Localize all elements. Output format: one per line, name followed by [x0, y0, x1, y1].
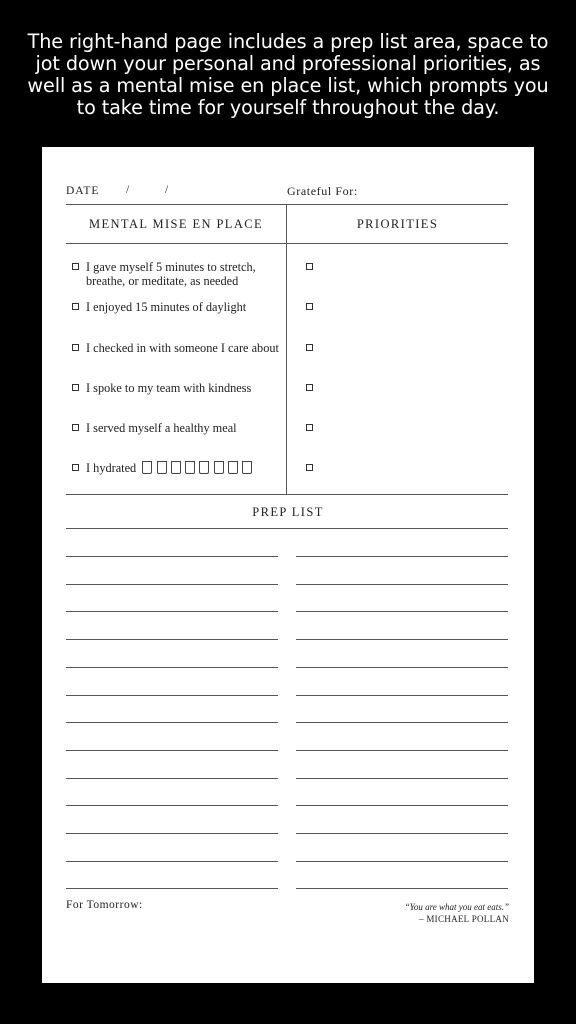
prep-line-right[interactable] — [296, 861, 508, 862]
mise-en-place-heading: MENTAL MISE EN PLACE — [88, 217, 264, 231]
mise-item-label: I gave myself 5 minutes to stretch, breathe, or meditate, as needed — [86, 260, 256, 288]
prep-line-left[interactable] — [66, 833, 278, 834]
mise-item-label: I enjoyed 15 minutes of daylight — [86, 300, 247, 314]
hydration-row — [86, 461, 286, 475]
checkbox[interactable] — [72, 384, 79, 391]
water-cup-icon[interactable] — [214, 461, 224, 474]
water-cup-icon[interactable] — [185, 461, 195, 474]
prep-line-right[interactable] — [296, 639, 508, 640]
mise-item-label: I hydrated — [86, 461, 137, 475]
prep-line-left[interactable] — [66, 611, 278, 612]
grateful-label: Grateful For: — [287, 184, 358, 198]
date-separator: / — [165, 184, 169, 196]
checkbox[interactable] — [72, 303, 79, 310]
prep-line-left[interactable] — [66, 805, 278, 806]
priority-checkbox[interactable] — [306, 263, 313, 270]
prep-line-left[interactable] — [66, 861, 278, 862]
prep-line-right[interactable] — [296, 805, 508, 806]
checkbox[interactable] — [72, 344, 79, 351]
prep-line-left[interactable] — [66, 888, 278, 889]
prep-line-right[interactable] — [296, 556, 508, 557]
caption-text: The right-hand page includes a prep list area, space to jot down your personal and professional priorities, as well as a mental mise en place list, which prompts you to take time for yourself throughout the day. — [27, 30, 549, 119]
quote-text: “You are what you eat eats.” — [404, 902, 509, 912]
prep-line-right[interactable] — [296, 778, 508, 779]
water-cup-icon[interactable] — [228, 461, 238, 474]
mise-item-label: I served myself a healthy meal — [86, 421, 237, 435]
water-cup-icon[interactable] — [142, 461, 152, 474]
prep-line-right[interactable] — [296, 667, 508, 668]
prep-line-left[interactable] — [66, 695, 278, 696]
column-header-rule — [66, 243, 508, 244]
checkbox[interactable] — [72, 464, 79, 471]
priority-checkbox[interactable] — [306, 424, 313, 431]
mise-item-label: I spoke to my team with kindness — [86, 381, 252, 395]
hydration-cups — [142, 461, 256, 475]
quote-author: – MICHAEL POLLAN — [419, 914, 509, 924]
prep-heading-rule — [66, 528, 508, 529]
prep-list-heading: PREP LIST — [252, 505, 324, 519]
column-divider — [286, 204, 287, 494]
prep-line-right[interactable] — [296, 833, 508, 834]
prep-line-left[interactable] — [66, 750, 278, 751]
for-tomorrow-label: For Tomorrow: — [66, 899, 143, 911]
checkbox[interactable] — [72, 263, 79, 270]
priorities-heading: PRIORITIES — [356, 217, 439, 231]
prep-line-right[interactable] — [296, 888, 508, 889]
water-cup-icon[interactable] — [157, 461, 167, 474]
priority-checkbox[interactable] — [306, 303, 313, 310]
prep-line-right[interactable] — [296, 722, 508, 723]
water-cup-icon[interactable] — [171, 461, 181, 474]
section-rule — [66, 494, 508, 495]
prep-line-left[interactable] — [66, 584, 278, 585]
mise-item-label: I checked in with someone I care about — [86, 341, 279, 355]
prep-line-right[interactable] — [296, 611, 508, 612]
checkbox[interactable] — [72, 424, 79, 431]
prep-line-right[interactable] — [296, 584, 508, 585]
planner-page — [42, 147, 534, 983]
date-separator: / — [126, 184, 130, 196]
prep-line-right[interactable] — [296, 750, 508, 751]
date-label: DATE — [66, 185, 100, 197]
water-cup-icon[interactable] — [199, 461, 209, 474]
prep-line-left[interactable] — [66, 667, 278, 668]
priority-checkbox[interactable] — [306, 464, 313, 471]
priority-checkbox[interactable] — [306, 344, 313, 351]
water-cup-icon[interactable] — [242, 461, 252, 474]
prep-line-right[interactable] — [296, 695, 508, 696]
priority-checkbox[interactable] — [306, 384, 313, 391]
prep-line-left[interactable] — [66, 722, 278, 723]
header-rule — [66, 204, 508, 205]
prep-line-left[interactable] — [66, 639, 278, 640]
prep-line-left[interactable] — [66, 556, 278, 557]
prep-line-left[interactable] — [66, 778, 278, 779]
